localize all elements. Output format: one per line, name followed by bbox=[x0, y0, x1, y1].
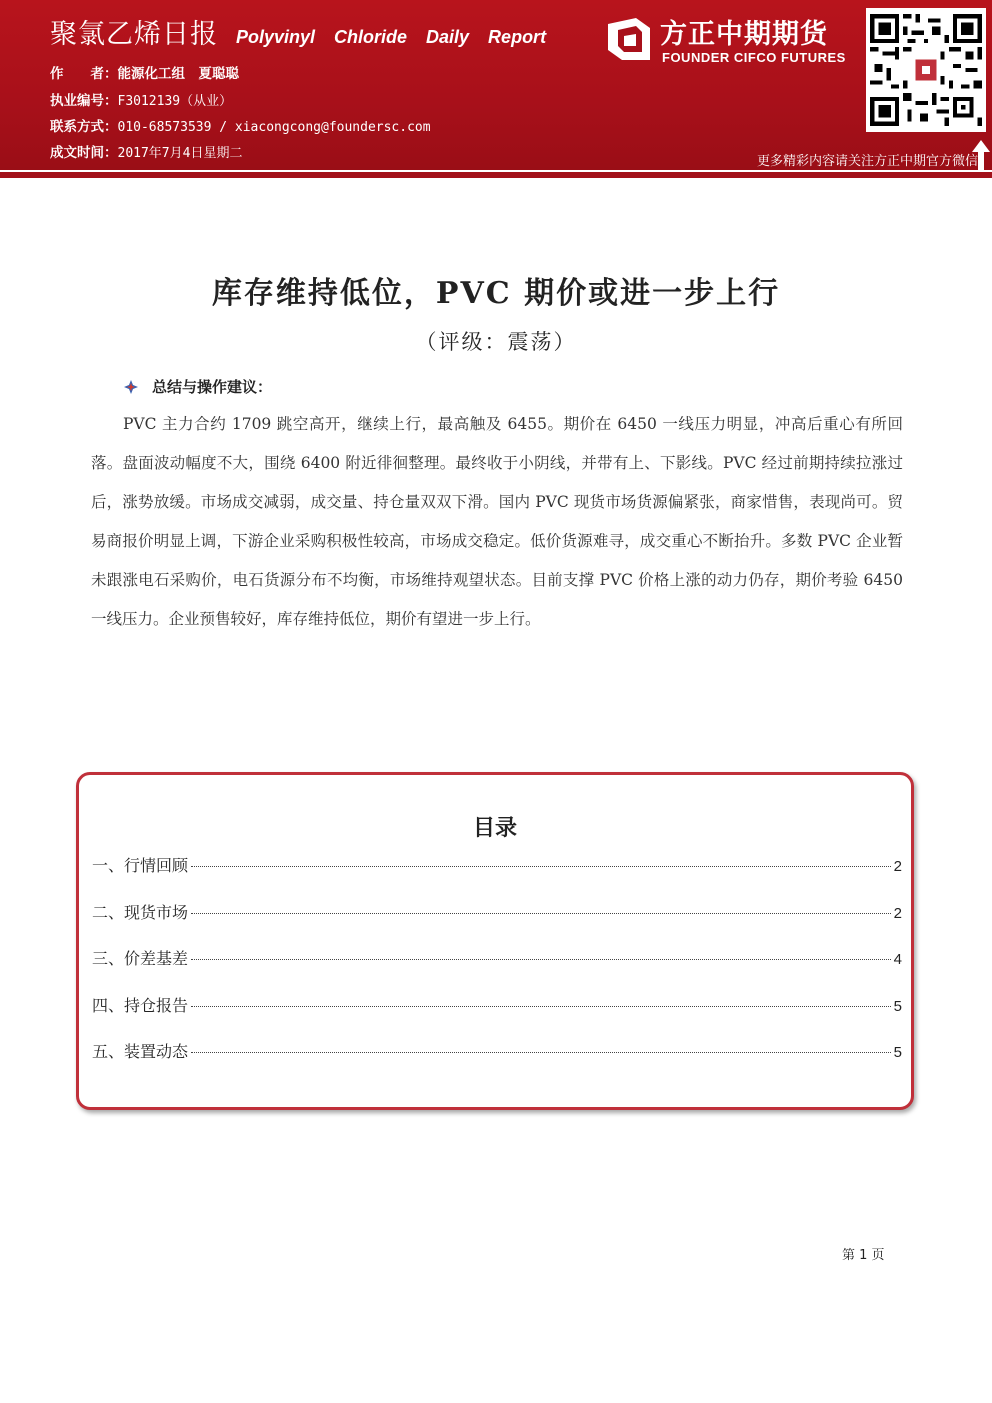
report-title-en: Polyvinyl Chloride Daily Report bbox=[236, 27, 547, 47]
summary-paragraph: PVC 主力合约 1709 跳空高开，继续上行，最高触及 6455。期价在 6450 一线压力明显，冲高后重心有所回落。盘面波动幅度不大，围绕 6400 附近徘徊整理。最终收于小阴线，并带有上、下影线。PVC 经过前期持续拉涨过后，涨势放缓。市场成交减弱，成交量、持仓量双双下滑。国内 PVC 现货市场货源偏紧张，商家惜售，表现尚可。贸易商报价明显上调，下游企业采购积极性较高，市场成交稳定。低价货源难寻，成交重心不断抬升。多数 PVC 企业暂未跟涨电石采购价，电石货源分布不均衡，市场维持观望状态。目前支撑 PVC 价格上涨的动力仍存，期价考验 6450 一线压力。企业预售较好，库存维持低位，期价有望进一步上行。 bbox=[91, 415, 903, 628]
author-value: 能源化工组 夏聪聪 bbox=[117, 66, 239, 82]
date-line bbox=[50, 141, 242, 161]
date-label: 成文时间： bbox=[50, 145, 118, 161]
logo-text-en: FOUNDER CIFCO FUTURES bbox=[662, 50, 846, 65]
toc-leader-dots bbox=[191, 866, 891, 867]
toc-leader-dots bbox=[191, 1052, 891, 1053]
toc-item-label: 二、现货市场 bbox=[92, 902, 189, 922]
date-value: 2017年7月4日星期二 bbox=[117, 146, 243, 161]
contact-value: 010-68573539 / xiacongcong@foundersc.com bbox=[117, 120, 431, 135]
summary-heading bbox=[124, 376, 272, 397]
logo-mark-icon bbox=[604, 14, 654, 64]
wechat-qr-code bbox=[866, 8, 986, 132]
page-number: 第 1 页 bbox=[842, 1248, 885, 1263]
contact-label: 联系方式： bbox=[50, 119, 118, 135]
follow-wechat-text: 更多精彩内容请关注方正中期官方微信 bbox=[756, 154, 978, 169]
toc-list bbox=[92, 853, 902, 1086]
license-value: F3012139（从业） bbox=[117, 94, 233, 109]
toc-leader-dots bbox=[191, 959, 891, 960]
toc-leader-dots bbox=[191, 913, 891, 914]
report-title-cn: 聚氯乙烯日报 bbox=[50, 19, 218, 50]
toc-item-position-report[interactable] bbox=[92, 993, 902, 1040]
license-line bbox=[50, 89, 232, 109]
header-divider bbox=[0, 170, 992, 178]
toc-item-label: 三、价差基差 bbox=[92, 949, 189, 968]
header-title-row bbox=[50, 12, 546, 51]
toc-item-spot-market[interactable] bbox=[92, 900, 902, 947]
toc-item-page: 5 bbox=[893, 997, 902, 1015]
author-line bbox=[50, 62, 239, 82]
arrow-up-icon bbox=[972, 140, 990, 170]
license-label: 执业编号： bbox=[50, 93, 118, 109]
logo-text-cn: 方正中期期货 bbox=[660, 19, 828, 50]
toc-item-page: 5 bbox=[893, 1044, 902, 1061]
bullet-diamond-icon bbox=[124, 380, 138, 394]
toc-item-label: 一、行情回顾 bbox=[92, 856, 189, 875]
report-main-title: 库存维持低位，PVC 期价或进一步上行 bbox=[211, 276, 781, 311]
toc-item-label: 五、装置动态 bbox=[92, 1042, 189, 1061]
company-logo bbox=[600, 10, 860, 70]
report-header bbox=[0, 0, 992, 170]
toc-leader-dots bbox=[191, 1006, 891, 1007]
toc-item-page: 4 bbox=[893, 951, 902, 968]
toc-item-plant-dynamics[interactable] bbox=[92, 1039, 902, 1086]
toc-item-label: 四、持仓报告 bbox=[92, 995, 189, 1015]
table-of-contents bbox=[76, 772, 914, 1110]
toc-item-page: 2 bbox=[893, 858, 902, 875]
toc-item-page: 2 bbox=[893, 904, 902, 922]
report-rating: （评级：震荡） bbox=[415, 330, 577, 354]
contact-line bbox=[50, 115, 431, 135]
toc-item-market-review[interactable] bbox=[92, 853, 902, 900]
summary-heading-text: 总结与操作建议： bbox=[152, 378, 273, 396]
toc-item-spread-basis[interactable] bbox=[92, 946, 902, 993]
author-label: 作 者： bbox=[50, 66, 118, 82]
toc-title: 目录 bbox=[472, 816, 517, 841]
